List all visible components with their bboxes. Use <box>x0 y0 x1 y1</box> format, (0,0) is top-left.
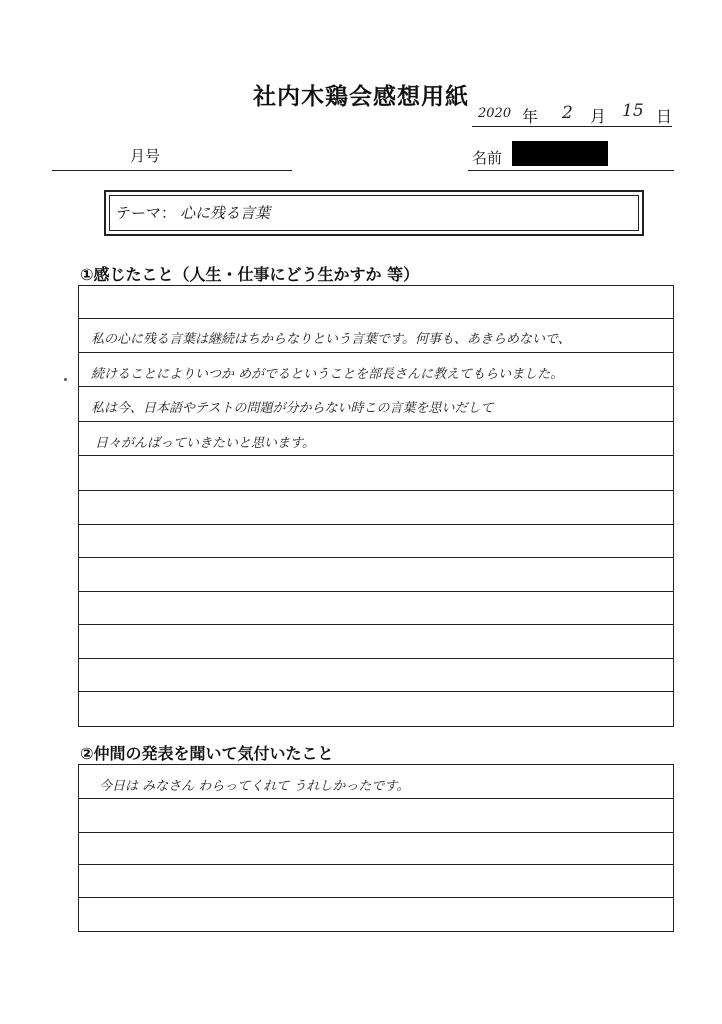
section2-row <box>79 798 673 833</box>
date-underline <box>472 126 672 127</box>
theme-value: 心に残る言葉 <box>180 204 271 222</box>
issue-underline <box>52 170 292 171</box>
date-month-label: 月 <box>590 107 607 126</box>
name-underline <box>468 170 674 171</box>
theme-box <box>104 190 644 236</box>
name-label: 名前 <box>472 149 503 167</box>
section1-row <box>79 557 673 592</box>
form-title: 社内木鶏会感想用紙 <box>253 84 469 110</box>
date-day-label: 日 <box>656 107 673 126</box>
section1-row <box>79 455 673 491</box>
section1-row <box>79 591 673 625</box>
section1-row <box>79 658 673 692</box>
section1-line-3: 私は今、日本語やテストの問題が分からない時この言葉を思いだして <box>91 401 494 416</box>
theme-label: テーマ： <box>116 204 177 222</box>
date-day: 15 <box>622 101 644 121</box>
section1-row <box>79 490 673 525</box>
date-month: 2 <box>562 103 573 123</box>
date-year: 2020 <box>478 106 512 121</box>
section1-box <box>78 285 674 727</box>
section2-line-1: 今日は みなさん わらってくれて うれしかったです。 <box>99 779 410 794</box>
section1-line-1: 私の心に残る言葉は継続はちからなりという言葉です。何事も、あきらめないで、 <box>91 332 571 347</box>
section1-row <box>79 624 673 659</box>
section2-box <box>78 764 674 932</box>
section1-heading: ①感じたこと（人生・仕事にどう生かすか 等） <box>80 265 420 284</box>
name-redaction <box>512 141 608 166</box>
section2-row <box>79 832 673 865</box>
margin-mark <box>64 378 67 381</box>
section1-row <box>79 286 673 319</box>
section1-line-2: 続けることによりいつか めがでるということを部長さんに教えてもらいました。 <box>91 367 564 382</box>
issue-label: 月号 <box>130 147 161 165</box>
section1-line-4: 日々がんばっていきたいと思います。 <box>95 436 315 451</box>
theme-text <box>116 202 270 223</box>
section2-heading: ②仲間の発表を聞いて気付いたこと <box>80 744 334 763</box>
section2-row <box>79 864 673 898</box>
section1-row <box>79 524 673 558</box>
date-year-label: 年 <box>522 107 539 126</box>
